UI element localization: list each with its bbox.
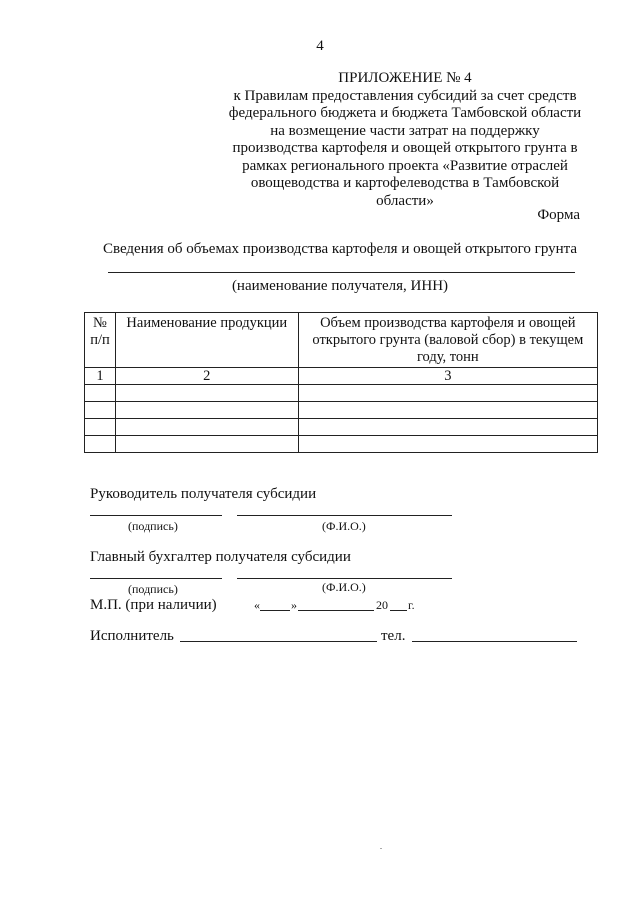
table-cell[interactable] [298, 419, 597, 436]
table-cell[interactable] [85, 436, 116, 453]
column-number: 1 [85, 368, 116, 385]
head-name-line[interactable] [237, 515, 452, 516]
header-volume: Объем производства картофеля и овощей открытого грунта (валовой сбор) в текущем году, тонн [298, 313, 597, 368]
table-cell[interactable] [115, 436, 298, 453]
executor-line[interactable] [180, 641, 377, 642]
head-name-caption: (Ф.И.О.) [322, 519, 366, 533]
head-title: Руководитель получателя субсидии [90, 486, 317, 502]
column-number: 2 [115, 368, 298, 385]
production-table [84, 312, 598, 453]
column-number: 3 [298, 368, 597, 385]
document-title: Сведения об объемах производства картофеля и овощей открытого грунта [102, 241, 578, 257]
accountant-sign-caption: (подпись) [128, 582, 178, 596]
phone-line[interactable] [412, 641, 577, 642]
accountant-title: Главный бухгалтер получателя субсидии [90, 549, 351, 565]
table-cell[interactable] [298, 402, 597, 419]
date-open-quote: « [254, 598, 260, 612]
appendix-header [215, 70, 595, 210]
stamp-label: М.П. (при наличии) [90, 597, 217, 613]
header-number: № п/п [85, 313, 116, 368]
appendix-line: рамках регионального проекта «Развитие отраслей [242, 157, 568, 174]
table-row [85, 436, 598, 453]
date-year-suffix: г. [408, 598, 415, 612]
head-signature-line[interactable] [90, 515, 222, 516]
table-cell[interactable] [115, 419, 298, 436]
table-cell[interactable] [85, 385, 116, 402]
header-product: Наименование продукции [115, 313, 298, 368]
table-cell[interactable] [85, 419, 116, 436]
table-row [85, 402, 598, 419]
recipient-caption: (наименование получателя, ИНН) [231, 278, 449, 294]
date-year-prefix: 20 [376, 598, 388, 612]
table-row [85, 385, 598, 402]
phone-label: тел. [381, 628, 406, 644]
appendix-line: к Правилам предоставления субсидий за счет средств [233, 87, 577, 104]
executor-label: Исполнитель [90, 628, 174, 644]
head-sign-caption: (подпись) [128, 519, 178, 533]
table-cell[interactable] [85, 402, 116, 419]
table-cell[interactable] [298, 436, 597, 453]
accountant-name-caption: (Ф.И.О.) [322, 580, 366, 594]
column-number-row [85, 368, 598, 385]
date-year-line[interactable] [390, 610, 407, 611]
recipient-name-line[interactable] [108, 272, 575, 273]
table-cell[interactable] [298, 385, 597, 402]
appendix-line: овощеводства и картофелеводства в Тамбовской [250, 175, 560, 191]
table-cell[interactable] [115, 385, 298, 402]
appendix-line: области» [376, 192, 434, 209]
table-cell[interactable] [115, 402, 298, 419]
date-day-line[interactable] [260, 610, 290, 611]
appendix-title: ПРИЛОЖЕНИЕ № 4 [338, 70, 472, 86]
appendix-line: производства картофеля и овощей открытого грунта в [232, 140, 578, 156]
accountant-name-line[interactable] [237, 578, 452, 579]
form-label: Форма [537, 207, 580, 223]
table-header-row [85, 313, 598, 368]
accountant-signature-line[interactable] [90, 578, 222, 579]
appendix-line: на возмещение части затрат на поддержку [270, 122, 540, 139]
scan-speck [380, 848, 382, 849]
appendix-line: федерального бюджета и бюджета Тамбовской области [228, 105, 582, 121]
table-row [85, 419, 598, 436]
date-close-quote: » [291, 598, 297, 612]
page-number: 4 [316, 38, 324, 54]
date-month-line[interactable] [298, 610, 374, 611]
